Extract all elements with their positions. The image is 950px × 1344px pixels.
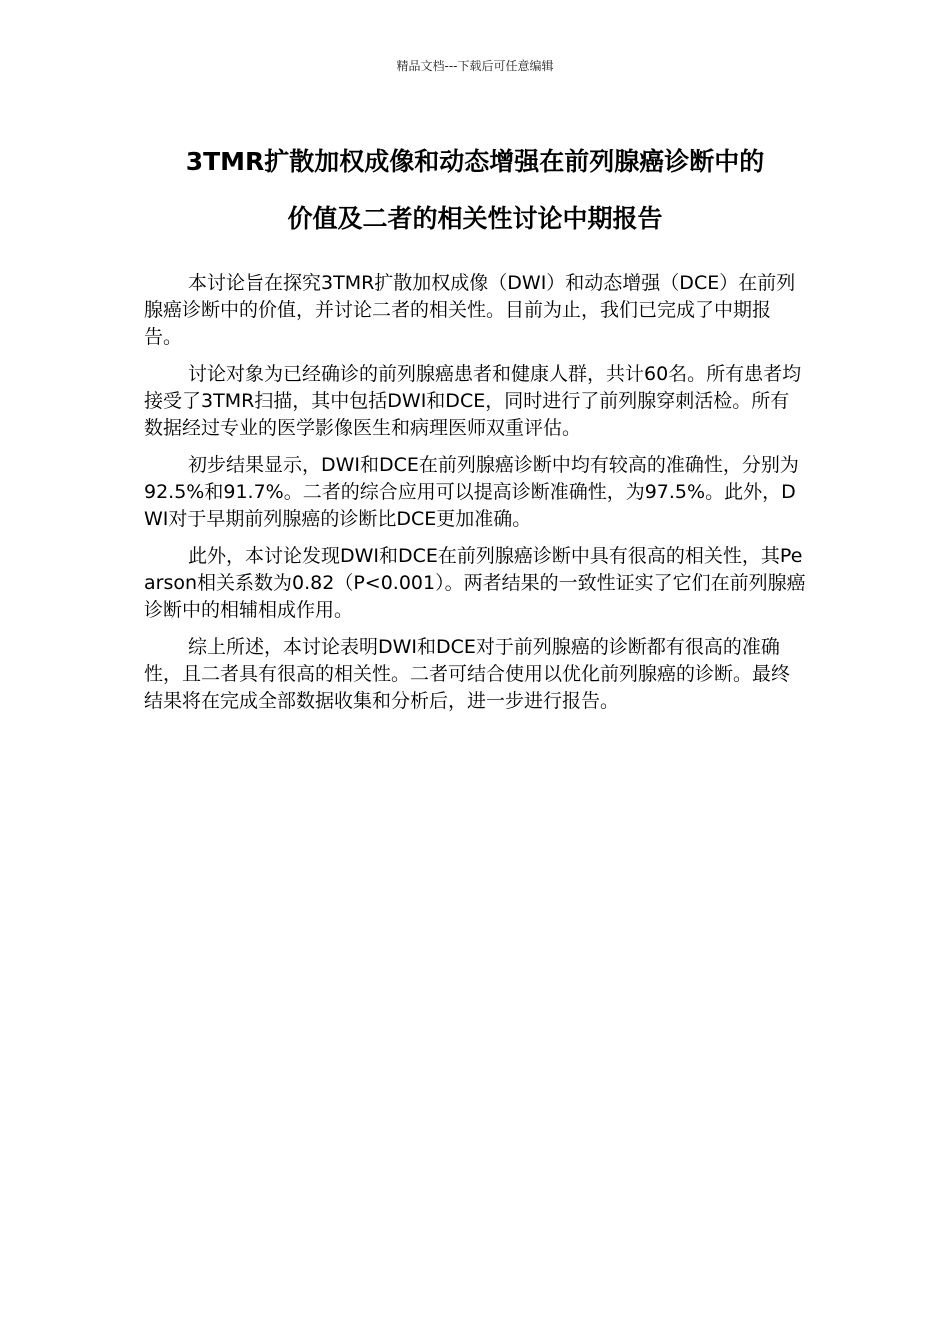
paragraph-subjects: 讨论对象为已经确诊的前列腺癌患者和健康人群，共计60名。所有患者均接受了3TMR扫描，其中包括DWI和DCE，同时进行了前列腺穿刺活检。所有数据经过专业的医学影像医生和病理医师双重评估。 <box>144 363 802 439</box>
paragraph-intro: 本讨论旨在探究3TMR扩散加权成像（DWI）和动态增强（DCE）在前列腺癌诊断中的价值，并讨论二者的相关性。目前为止，我们已完成了中期报告。 <box>144 272 796 348</box>
paragraph-results: 初步结果显示，DWI和DCE在前列腺癌诊断中均有较高的准确性，分别为92.5%和91.7%。二者的综合应用可以提高诊断准确性，为97.5%。此外，DWI对于早期前列腺癌的诊断比DCE更加准确。 <box>144 454 799 530</box>
paragraph-conclusion: 综上所述，本讨论表明DWI和DCE对于前列腺癌的诊断都有很高的准确性，且二者具有很高的相关性。二者可结合使用以优化前列腺癌的诊断。最终结果将在完成全部数据收集和分析后，进一步进行报告。 <box>144 636 791 712</box>
page-header: 精品文档---下载后可任意编辑 <box>396 59 554 73</box>
document-body <box>144 270 808 725</box>
document-title <box>130 133 820 247</box>
paragraph-correlation: 此外，本讨论发现DWI和DCE在前列腺癌诊断中具有很高的相关性，其Pearson相关系数为0.82（P<0.001）。两者结果的一致性证实了它们在前列腺癌诊断中的相辅相成作用。 <box>144 545 806 621</box>
document-title-line-1: 3TMR扩散加权成像和动态增强在前列腺癌诊断中的 <box>185 147 765 176</box>
document-title-line-2: 价值及二者的相关性讨论中期报告 <box>287 204 663 233</box>
